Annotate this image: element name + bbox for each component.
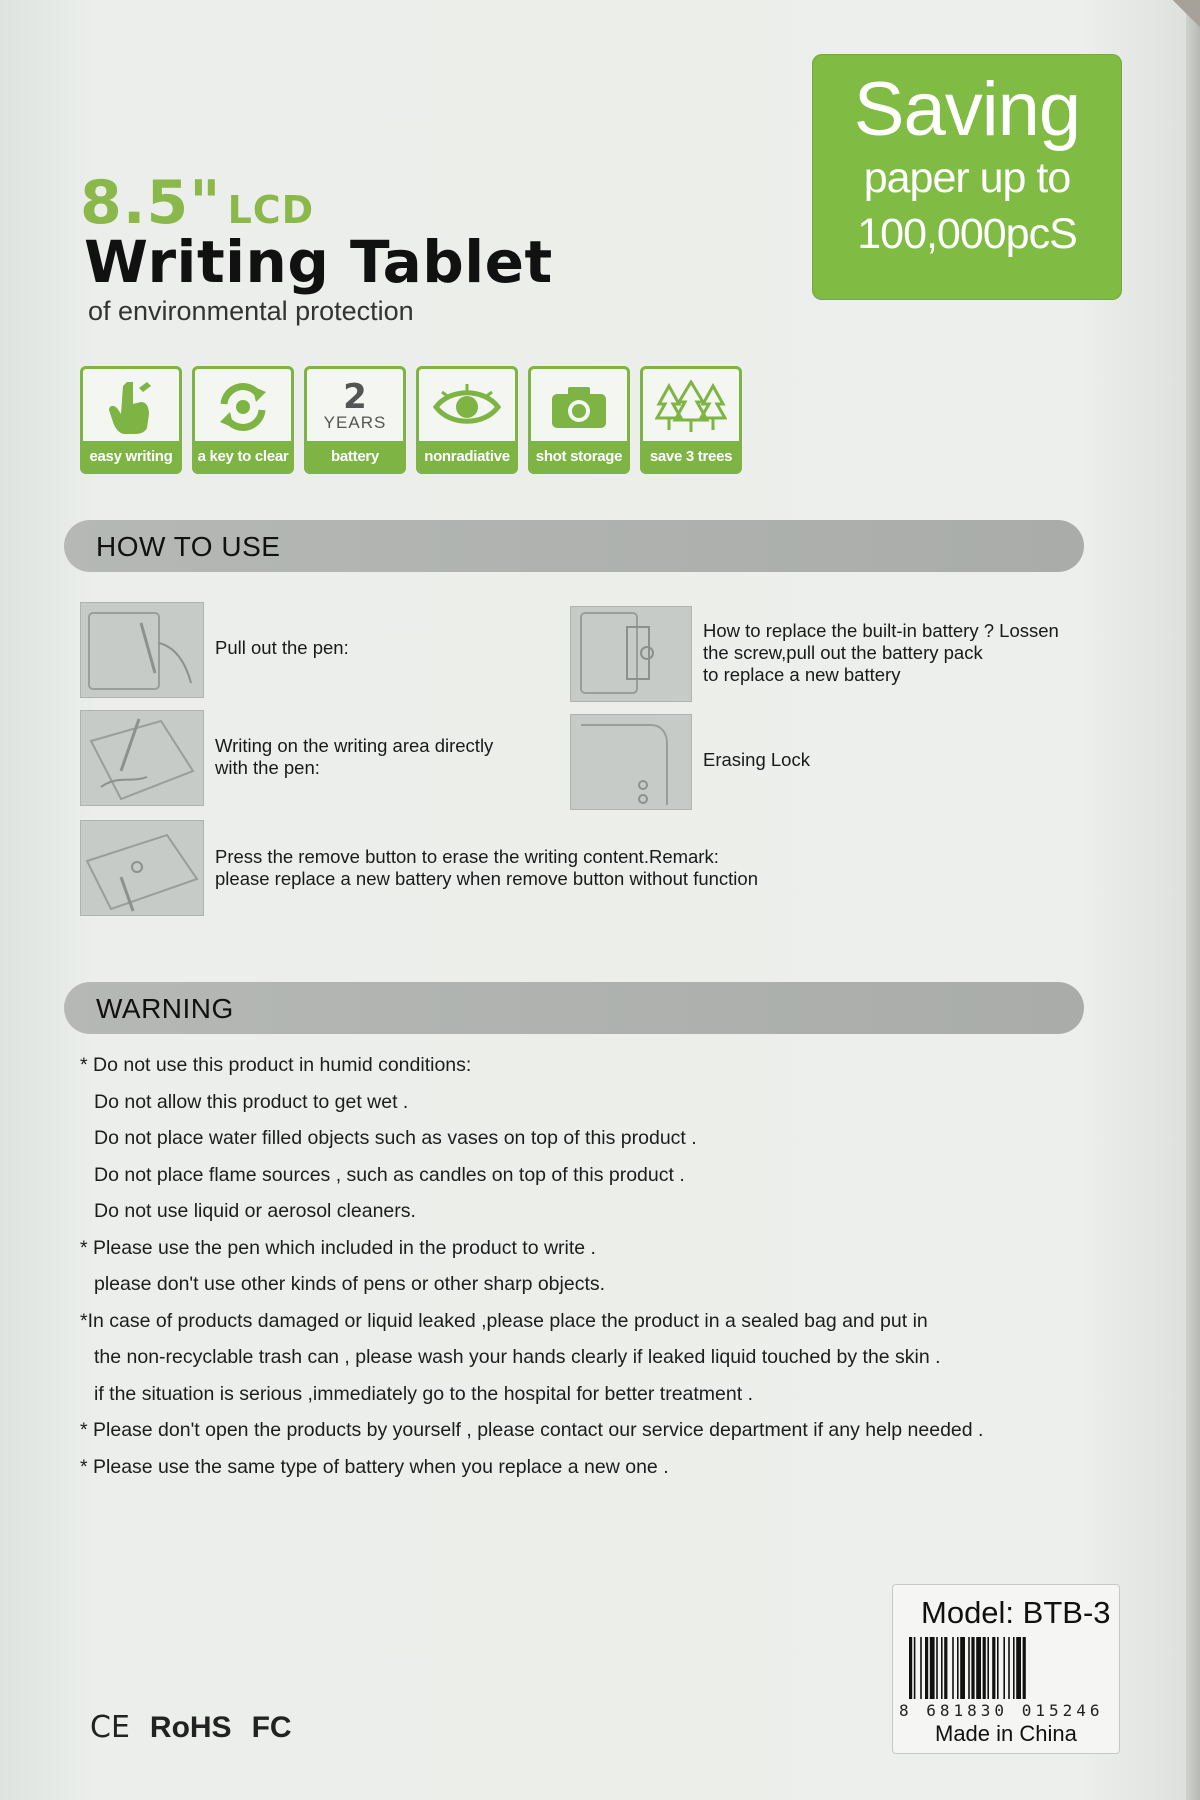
step-line: Writing on the writing area directly bbox=[215, 735, 494, 756]
how-to-use-heading: HOW TO USE bbox=[96, 531, 281, 562]
how-to-use-bar bbox=[64, 520, 1084, 572]
warning-line: Do not place flame sources , such as candles on top of this product . bbox=[94, 1163, 685, 1186]
step-image-pull-pen bbox=[80, 602, 204, 698]
warning-line: please don't use other kinds of pens or other sharp objects. bbox=[94, 1273, 606, 1295]
eye-icon bbox=[419, 375, 515, 439]
step-image-erasing-lock bbox=[570, 714, 692, 810]
barcode-bar bbox=[1023, 1637, 1026, 1699]
feature-label: battery bbox=[307, 441, 403, 471]
ce-mark: CE bbox=[90, 1710, 130, 1745]
feature-badges bbox=[80, 366, 742, 474]
feature-label: a key to clear bbox=[195, 441, 291, 471]
step-line: Erasing Lock bbox=[703, 749, 810, 770]
saving-paper-badge bbox=[812, 54, 1122, 300]
feature-save-trees bbox=[640, 366, 742, 474]
barcode-bar bbox=[930, 1637, 935, 1699]
barcode-bar bbox=[976, 1637, 981, 1699]
warning-line: * Please use the same type of battery when you replace a new one . bbox=[80, 1455, 669, 1478]
step-text-writing bbox=[215, 735, 575, 779]
box-edge bbox=[1186, 0, 1200, 1800]
refresh-icon bbox=[195, 375, 291, 439]
feature-easy-writing bbox=[80, 366, 182, 474]
model-barcode-label bbox=[892, 1584, 1120, 1754]
barcode-bar bbox=[909, 1637, 912, 1699]
two-text: 2 bbox=[343, 377, 367, 417]
step-line: Press the remove button to erase the writing content.Remark: bbox=[215, 846, 719, 867]
fc-mark: FC bbox=[251, 1710, 292, 1744]
barcode-bar bbox=[1008, 1637, 1010, 1699]
barcode-bar bbox=[960, 1637, 965, 1699]
step-line: with the pen: bbox=[215, 757, 320, 778]
saving-line-2: paper up to bbox=[863, 154, 1071, 202]
barcode-bar bbox=[992, 1637, 995, 1699]
saving-line-1: Saving bbox=[853, 67, 1081, 152]
warning-line: Do not use liquid or aerosol cleaners. bbox=[94, 1200, 416, 1222]
warning-line: * Do not use this product in humid conditions: bbox=[80, 1054, 472, 1076]
step-line: Pull out the pen: bbox=[215, 637, 349, 658]
barcode-digits: 8 681830 015246 bbox=[899, 1701, 1104, 1720]
step-image-writing bbox=[80, 710, 204, 806]
barcode-bar bbox=[914, 1637, 916, 1699]
step-text-erasing-lock bbox=[703, 749, 1003, 771]
barcode-bar bbox=[952, 1637, 954, 1699]
hand-pen-icon bbox=[83, 375, 179, 439]
barcode-bar bbox=[997, 1637, 999, 1699]
barcode-bar bbox=[971, 1637, 974, 1699]
feature-key-to-clear bbox=[192, 366, 294, 474]
barcode-bar bbox=[925, 1637, 928, 1699]
warning-line: Do not allow this product to get wet . bbox=[94, 1090, 409, 1113]
saving-line-3: 100,000pcS bbox=[857, 210, 1077, 258]
step-text-pull-pen bbox=[215, 637, 545, 659]
made-in-text: Made in China bbox=[935, 1721, 1077, 1746]
product-subtitle: of environmental protection bbox=[88, 296, 414, 326]
feature-shot-storage bbox=[528, 366, 630, 474]
lcd-text: LCD bbox=[227, 188, 315, 232]
feature-label: save 3 trees bbox=[643, 441, 739, 471]
two-years-icon bbox=[307, 375, 403, 439]
barcode-bar bbox=[957, 1637, 959, 1699]
box-corner bbox=[1170, 0, 1200, 30]
step-line: to replace a new battery bbox=[703, 664, 901, 685]
camera-icon bbox=[531, 375, 627, 439]
step-line: the screw,pull out the battery pack bbox=[703, 642, 983, 663]
rohs-mark: RoHS bbox=[149, 1710, 232, 1744]
feature-battery bbox=[304, 366, 406, 474]
feature-label: shot storage bbox=[531, 441, 627, 471]
step-image-battery bbox=[570, 606, 692, 702]
barcode-bar bbox=[968, 1637, 970, 1699]
warning-line: * Please use the pen which included in the product to write . bbox=[80, 1236, 596, 1259]
feature-label: easy writing bbox=[83, 441, 179, 471]
size-text: 8.5" bbox=[80, 168, 222, 238]
barcode-bar bbox=[1003, 1637, 1005, 1699]
step-line: please replace a new battery when remove button without function bbox=[215, 868, 758, 889]
warning-line: the non-recyclable trash can , please wash your hands clearly if leaked liquid touched by the skin . bbox=[94, 1346, 941, 1368]
warning-line: Do not place water filled objects such as vases on top of this product . bbox=[94, 1127, 697, 1149]
warning-line: if the situation is serious ,immediately go to the hospital for better treatment . bbox=[94, 1382, 753, 1405]
feature-nonradiative bbox=[416, 366, 518, 474]
feature-label: nonradiative bbox=[419, 441, 515, 471]
warning-line: *In case of products damaged or liquid leaked ,please place the product in a sealed bag and put in bbox=[80, 1309, 928, 1332]
step-text-battery bbox=[703, 620, 1103, 686]
barcode-bar bbox=[983, 1637, 986, 1699]
barcode-bar bbox=[1016, 1637, 1021, 1699]
barcode-bar bbox=[941, 1637, 943, 1699]
barcode-bar bbox=[920, 1637, 922, 1699]
product-title: Writing Tablet bbox=[84, 228, 553, 296]
warning-line: * Please don't open the products by yourself , please contact our service department if any help needed . bbox=[80, 1419, 984, 1441]
barcode-bar bbox=[936, 1637, 938, 1699]
years-text: YEARS bbox=[323, 413, 387, 432]
step-text-erase bbox=[215, 846, 815, 890]
barcode-icon bbox=[907, 1637, 1107, 1699]
barcode-bar bbox=[944, 1637, 947, 1699]
certification-marks bbox=[90, 1710, 292, 1745]
warning-bar bbox=[64, 982, 1084, 1034]
step-line: How to replace the built-in battery ? Lossen bbox=[703, 620, 1059, 641]
model-number: Model: BTB-3 bbox=[921, 1595, 1111, 1630]
step-image-erase bbox=[80, 820, 204, 916]
barcode-bar bbox=[987, 1637, 989, 1699]
warning-heading: WARNING bbox=[96, 993, 234, 1024]
barcode-bar bbox=[1013, 1637, 1015, 1699]
trees-icon bbox=[643, 375, 739, 439]
